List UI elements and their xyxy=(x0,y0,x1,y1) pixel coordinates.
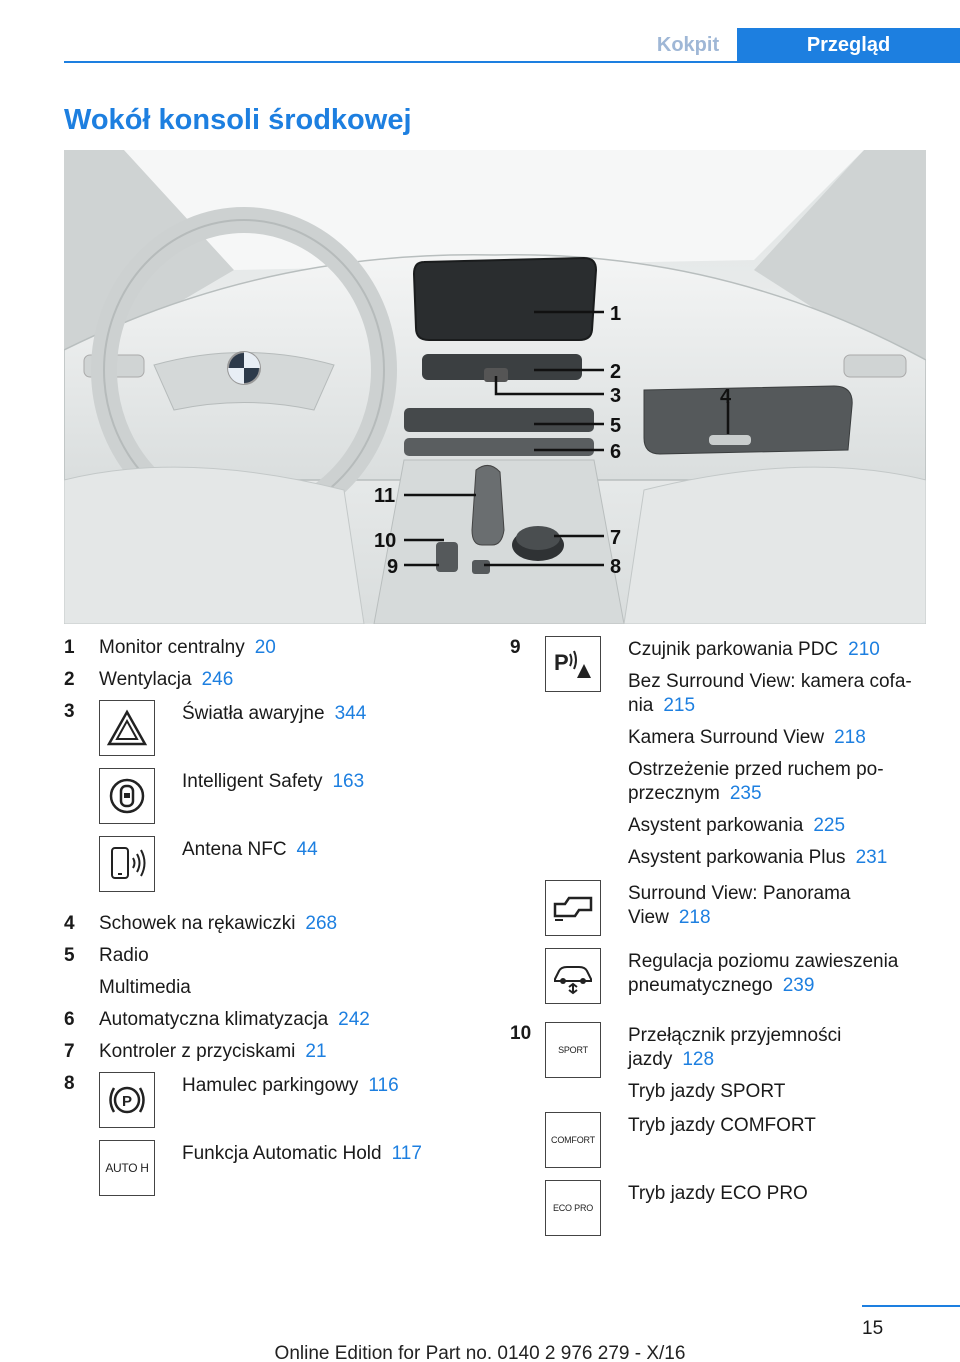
item-label: jazdy xyxy=(628,1049,673,1070)
list-item xyxy=(64,944,464,968)
item-number: 8 xyxy=(64,1073,75,1094)
item-number: 9 xyxy=(510,637,521,658)
item-label: Funkcja Automatic Hold xyxy=(182,1143,382,1164)
footer-rule xyxy=(862,1305,960,1307)
list-item xyxy=(510,880,930,936)
item-label: Schowek na rękawiczki xyxy=(99,913,296,934)
list-item xyxy=(64,912,464,936)
page-ref-link[interactable]: 235 xyxy=(729,783,762,804)
callout-5: 5 xyxy=(610,415,622,437)
list-item xyxy=(64,768,464,824)
svg-text:P: P xyxy=(121,1093,133,1110)
list-item xyxy=(510,948,930,1004)
list-item xyxy=(64,636,464,660)
callout-9: 9 xyxy=(387,556,399,578)
item-label: Kamera Surround View xyxy=(628,727,825,748)
page-ref-link[interactable]: 44 xyxy=(296,839,318,860)
page-ref-link[interactable]: 210 xyxy=(848,639,880,660)
left-item-list xyxy=(64,636,464,1196)
page-ref-link[interactable]: 246 xyxy=(201,669,234,690)
item-label: Ostrzeżenie przed ruchem po- xyxy=(628,759,884,780)
nfc-phone-icon xyxy=(99,836,155,892)
item-number: 6 xyxy=(64,1009,75,1030)
callout-7: 7 xyxy=(610,527,622,549)
interior-illustration xyxy=(64,150,926,624)
item-label: Automatyczna klimatyzacja xyxy=(99,1009,329,1030)
page-ref-link[interactable]: 242 xyxy=(338,1009,370,1030)
item-label: View xyxy=(628,907,669,928)
item-label: Monitor centralny xyxy=(99,637,245,658)
item-label: Radio xyxy=(99,945,149,966)
item-number: 2 xyxy=(64,669,75,690)
callout-2: 2 xyxy=(610,361,622,383)
hazard-triangle-icon xyxy=(99,700,155,756)
header-rule xyxy=(64,61,960,63)
item-number: 7 xyxy=(64,1041,75,1062)
page-number: 15 xyxy=(862,1318,884,1339)
item-label: Regulacja poziomu zawieszenia xyxy=(628,951,899,972)
page-ref-link[interactable]: 225 xyxy=(813,815,846,836)
page-ref-link[interactable]: 239 xyxy=(782,975,815,996)
air-suspension-icon xyxy=(545,948,601,1004)
page-ref-link[interactable]: 231 xyxy=(855,847,888,868)
page-ref-link[interactable]: 163 xyxy=(332,771,365,792)
item-label: pneumatycznego xyxy=(628,975,773,996)
parking-brake-icon xyxy=(99,1072,155,1128)
page-title: Wokół konsoli środkowej xyxy=(64,104,412,136)
item-label: Bez Surround View: kamera cofa- xyxy=(628,671,912,692)
callout-1: 1 xyxy=(610,303,622,325)
list-item xyxy=(64,836,464,892)
item-label: Intelligent Safety xyxy=(182,771,323,792)
list-item xyxy=(510,636,930,870)
edition-footer: Online Edition for Part no. 0140 2 976 279 - X/16 xyxy=(274,1343,686,1362)
comfort-button-icon: COMFORT xyxy=(545,1112,601,1168)
item-number: 5 xyxy=(64,945,75,966)
list-item xyxy=(64,1072,464,1128)
callout-8: 8 xyxy=(610,556,622,578)
page-ref-link[interactable]: 344 xyxy=(334,703,367,724)
panorama-view-icon xyxy=(545,880,601,936)
item-label: przecznym xyxy=(628,783,720,804)
page-ref-link[interactable]: 21 xyxy=(305,1041,327,1062)
auto-hold-icon: AUTO H xyxy=(99,1140,155,1196)
item-number: 1 xyxy=(64,637,75,658)
item-label: Tryb jazdy COMFORT xyxy=(628,1115,816,1136)
page-ref-link[interactable]: 268 xyxy=(305,913,338,934)
list-item xyxy=(510,1112,930,1168)
list-item xyxy=(510,1022,930,1104)
page-ref-link[interactable]: 116 xyxy=(368,1075,399,1096)
item-label: Czujnik parkowania PDC xyxy=(628,639,839,660)
page-ref-link[interactable]: 215 xyxy=(663,695,696,716)
item-number: 3 xyxy=(64,701,75,722)
callout-6: 6 xyxy=(610,441,622,463)
callout-10: 10 xyxy=(374,530,397,552)
eco-pro-button-icon: ECO PRO xyxy=(545,1180,601,1236)
tab-przeglad[interactable]: Przegląd xyxy=(737,28,960,63)
page-ref-link[interactable]: 128 xyxy=(682,1049,715,1070)
item-label: Antena NFC xyxy=(182,839,287,860)
list-item xyxy=(64,668,464,692)
item-number: 4 xyxy=(64,913,75,934)
svg-text:P: P xyxy=(554,650,569,675)
list-item xyxy=(64,1040,464,1064)
parking-sensor-icon xyxy=(545,636,601,692)
dashboard-drawing xyxy=(64,150,926,624)
item-label: Hamulec parkingowy xyxy=(182,1075,359,1096)
item-label: nia xyxy=(628,695,654,716)
page-ref-link[interactable]: 218 xyxy=(834,727,866,748)
item-label: Światła awaryjne xyxy=(182,703,325,724)
list-item xyxy=(510,1180,930,1236)
page-ref-link[interactable]: 20 xyxy=(254,637,276,658)
item-label: Wentylacja xyxy=(99,669,192,690)
intelligent-safety-icon xyxy=(99,768,155,824)
page-ref-link[interactable]: 218 xyxy=(678,907,711,928)
item-label: Przełącznik przyjemności xyxy=(628,1025,842,1046)
callout-4: 4 xyxy=(720,386,732,408)
callout-11: 11 xyxy=(374,485,396,507)
callout-3: 3 xyxy=(610,385,622,407)
item-label: Kontroler z przyciskami xyxy=(99,1041,296,1062)
item-sublabel: Tryb jazdy SPORT xyxy=(628,1081,786,1102)
page-ref-link[interactable]: 117 xyxy=(391,1143,422,1164)
tab-kokpit[interactable]: Kokpit xyxy=(640,28,736,63)
item-sublabel: Multimedia xyxy=(99,977,191,998)
list-item xyxy=(64,700,464,756)
item-label: Asystent parkowania Plus xyxy=(628,847,846,868)
item-label: Asystent parkowania xyxy=(628,815,804,836)
sport-button-icon: SPORT xyxy=(545,1022,601,1078)
right-item-list xyxy=(510,636,930,1236)
item-label: Surround View: Panorama xyxy=(628,883,851,904)
item-number: 10 xyxy=(510,1023,532,1044)
list-item xyxy=(64,1008,464,1032)
list-item xyxy=(64,1140,464,1196)
item-label: Tryb jazdy ECO PRO xyxy=(628,1183,808,1204)
